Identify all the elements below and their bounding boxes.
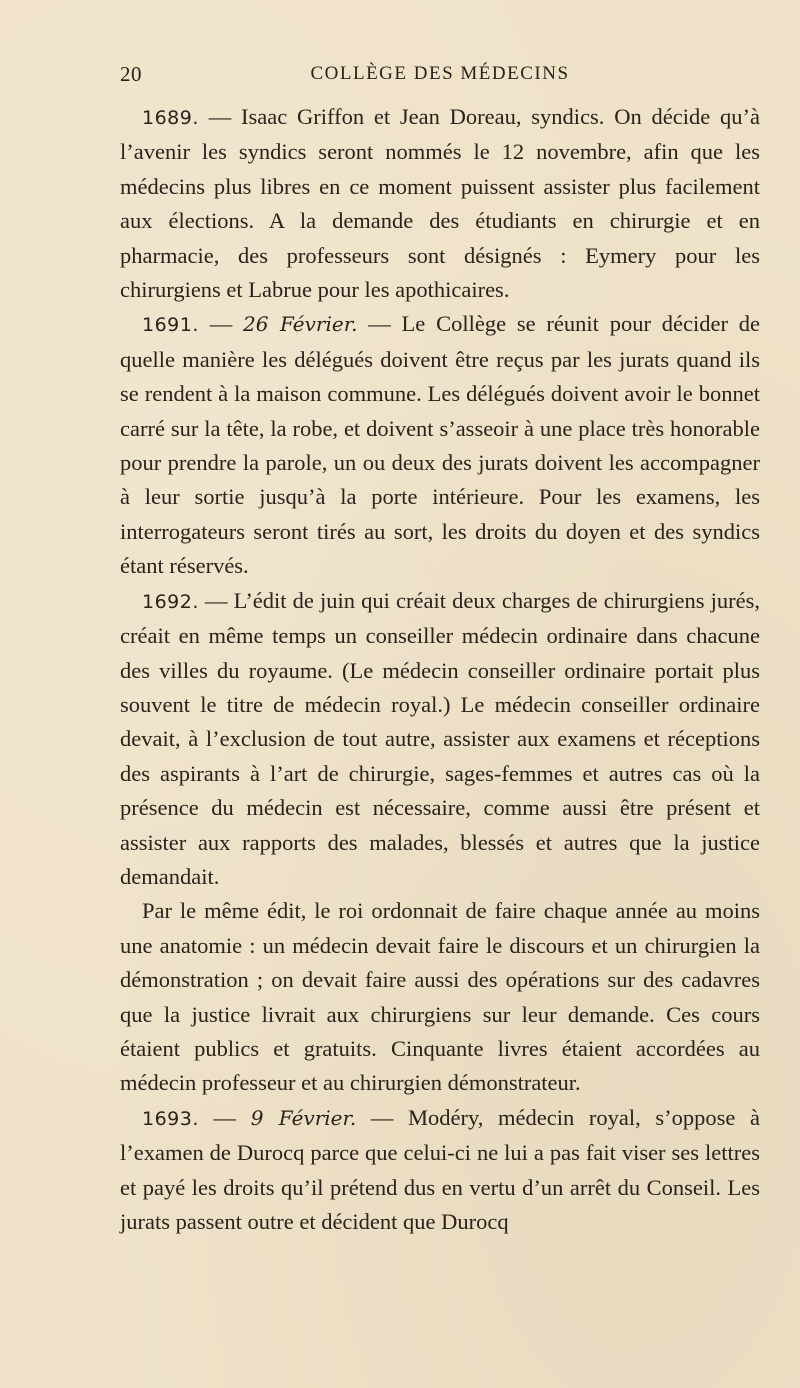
page-number: 20	[120, 62, 142, 86]
entry-dash: —	[198, 311, 244, 337]
paragraph-text: L’édit de juin qui créait deux charges de chirurgiens jurés, créait en même temps un conseiller médecin ordinaire dans chacune des villes du royaume. (Le médecin conseiller ordinaire portait plus souvent le titre de médecin royal.) Le médecin conseiller ordinaire devait, à l’exclusion de tout autre, assister aux examens et réceptions des aspirants à l’art de chirurgie, sages-femmes et autres cas où la présence du médecin est nécessaire, comme aussi être présent et assister aux rapports des malades, blessés et autres que la justice demandait.	[120, 587, 760, 889]
entry-year: 1692.	[142, 590, 199, 613]
entry-year: 1689.	[142, 107, 199, 129]
entry-date: 26 Février.	[243, 312, 358, 337]
entry-year: 1691.	[142, 314, 199, 337]
entry-year: 1693.	[142, 1107, 199, 1130]
paragraph-1692	[120, 584, 760, 895]
page-header	[120, 62, 760, 92]
paragraph-text: Isaac Griffon et Jean Doreau, syndics. On décide qu’à l’avenir les syndics seront nommés le 12 novembre, afin que les médecins plus libres en ce moment puissent assister plus facilement aux élections. A la demande des étudiants en chirurgie et en pharmacie, des professeurs sont désignés : Eymery pour les chirurgiens et Labrue pour les apothicaires.	[120, 104, 761, 303]
running-title: COLLÈGE DES MÉDECINS	[310, 63, 570, 84]
body-text	[120, 100, 760, 1239]
entry-date: 9 Février.	[250, 1105, 357, 1130]
entry-dash: —	[198, 1104, 251, 1130]
paragraph-text: — Le Collège se réunit pour décider de quelle manière les délégués doivent être reçus par les jurats quand ils se rendent à la maison commune. Les délégués doivent avoir le bonnet carré sur la tête, la robe, et doivent s’asseoir à une place très honorable pour prendre la parole, un ou deux des jurats doivent les accompagner à leur sortie jusqu’à la porte intérieure. Pour les examens, les interrogateurs seront tirés au sort, les droits du doyen et des syndics étant réservés.	[120, 311, 760, 579]
paragraph-1693	[120, 1101, 760, 1240]
paragraph-text: Par le même édit, le roi ordonnait de faire chaque année au moins une anatomie : un médecin devait faire le discours et un chirurgien la démonstration ; on devait faire aussi des opérations sur des cadavres que la justice livrait aux chirurgiens sur leur demande. Ces cours étaient publics et gratuits. Cinquante livres étaient accordées au médecin professeur et au chirurgien démonstrateur.	[120, 898, 760, 1096]
paragraph-1689	[120, 100, 760, 307]
paragraph-edict-anatomy	[120, 894, 760, 1100]
paragraph-text: — Modéry, médecin royal, s’oppose à l’examen de Durocq parce que celui-ci ne lui a pas fait viser ses lettres et payé les droits qu’il prétend dus en vertu d’un arrêt du Conseil. Les jurats passent outre et décident que Durocq	[120, 1104, 760, 1234]
paragraph-1691	[120, 307, 760, 583]
entry-dash: —	[198, 587, 234, 613]
entry-dash: —	[198, 104, 241, 129]
